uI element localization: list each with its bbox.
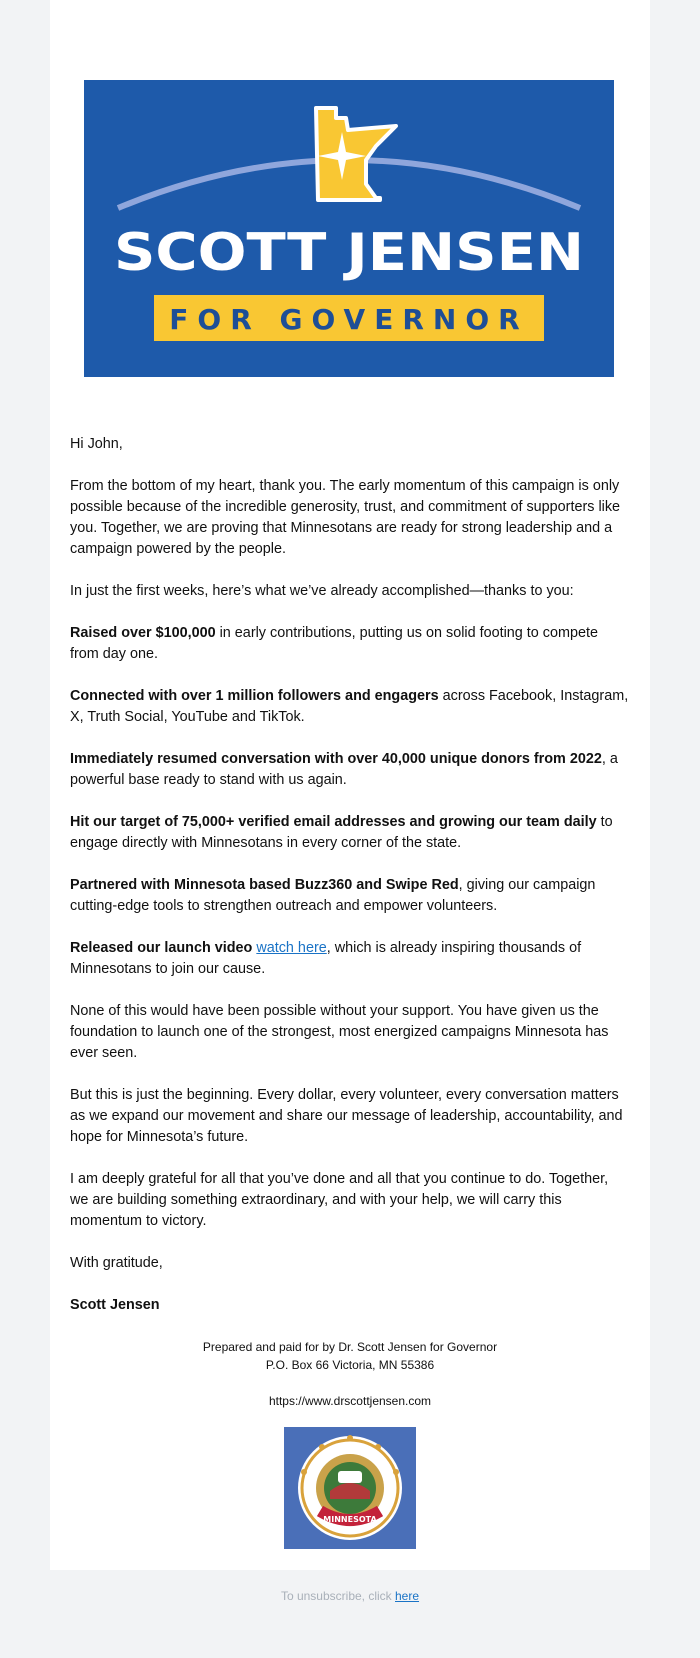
paragraph-grateful: I am deeply grateful for all that you’ve done and all that you continue to do. Together, we are building something extraordinary, and with your help, we will carry this momentum to victory. xyxy=(70,1171,609,1229)
accomplishment-bold: Raised over $100,000 xyxy=(70,625,216,641)
paid-for-disclaimer: Prepared and paid for by Dr. Scott Jensen for Governor xyxy=(202,1340,498,1354)
paragraph-support: None of this would have been possible without your support. You have given us the foundation to launch one of the strongest, most energized campaigns Minnesota has ever seen. xyxy=(70,1003,609,1061)
paragraph-accomplishments-intro: In just the first weeks, here’s what we’ve already accomplished—thanks to you: xyxy=(70,583,574,599)
accomplishment-text: in early contributions, putting us on solid footing to compete from day one. xyxy=(70,625,598,662)
unsubscribe-line xyxy=(0,1589,700,1603)
unsubscribe-text: To unsubscribe, click xyxy=(280,1589,395,1603)
greeting: Hi John, xyxy=(70,436,123,452)
accomplishment-text: to engage directly with Minnesotans in every corner of the state. xyxy=(70,814,613,851)
accomplishment-item xyxy=(70,686,630,728)
logo-sub-text: FOR GOVERNOR xyxy=(169,303,529,336)
accomplishment-bold: Immediately resumed conversation with over 40,000 unique donors from 2022 xyxy=(70,751,602,767)
signature: Scott Jensen xyxy=(70,1297,160,1313)
accomplishment-bold: Connected with over 1 million followers and engagers xyxy=(70,688,439,704)
accomplishment-item-video xyxy=(70,938,630,980)
mailing-address: P.O. Box 66 Victoria, MN 55386 xyxy=(265,1358,435,1372)
accomplishment-item xyxy=(70,623,630,665)
accomplishment-text: , a powerful base ready to stand with us again. xyxy=(70,751,618,788)
accomplishment-item xyxy=(70,812,630,854)
logo-name-text: SCOTT JENSEN xyxy=(114,223,584,283)
paragraph-thanks: From the bottom of my heart, thank you. The early momentum of this campaign is only possible because of the incredible generosity, trust, and commitment of supporters like you. Together, we are proving that Minnesotans are ready for strong leadership and a campaign powered by the people. xyxy=(70,478,621,557)
watch-video-link[interactable]: watch here xyxy=(256,940,327,956)
accomplishment-bold: Released our launch video xyxy=(70,940,253,956)
closing: With gratitude, xyxy=(70,1255,163,1271)
accomplishment-text: , giving our campaign cutting-edge tools to strengthen outreach and empower volunteers. xyxy=(70,877,596,914)
accomplishment-item xyxy=(70,875,630,917)
accomplishment-text: across Facebook, Instagram, X, Truth Social, YouTube and TikTok. xyxy=(70,688,629,725)
paragraph-beginning: But this is just the beginning. Every dollar, every volunteer, every conversation matters as we expand our movement and share our message of leadership, accountability, and hope for Minnesota’s future. xyxy=(70,1087,623,1145)
email-body xyxy=(70,434,630,1337)
email-footer xyxy=(50,1338,650,1410)
minnesota-seal-icon xyxy=(284,1427,416,1549)
accomplishment-bold: Partnered with Minnesota based Buzz360 and Swipe Red xyxy=(70,877,459,893)
seal-text: MINNESOTA xyxy=(323,1515,377,1524)
campaign-logo xyxy=(84,80,614,377)
website-url: https://www.drscottjensen.com xyxy=(268,1394,432,1408)
campaign-banner xyxy=(84,80,614,377)
state-seal-image xyxy=(284,1427,416,1549)
accomplishment-item xyxy=(70,749,630,791)
email-card xyxy=(50,0,650,1570)
accomplishment-bold: Hit our target of 75,000+ verified email addresses and growing our team daily xyxy=(70,814,597,830)
accomplishment-text: , which is already inspiring thousands of Minnesotans to join our cause. xyxy=(70,940,582,977)
unsubscribe-link[interactable]: here xyxy=(395,1589,420,1603)
